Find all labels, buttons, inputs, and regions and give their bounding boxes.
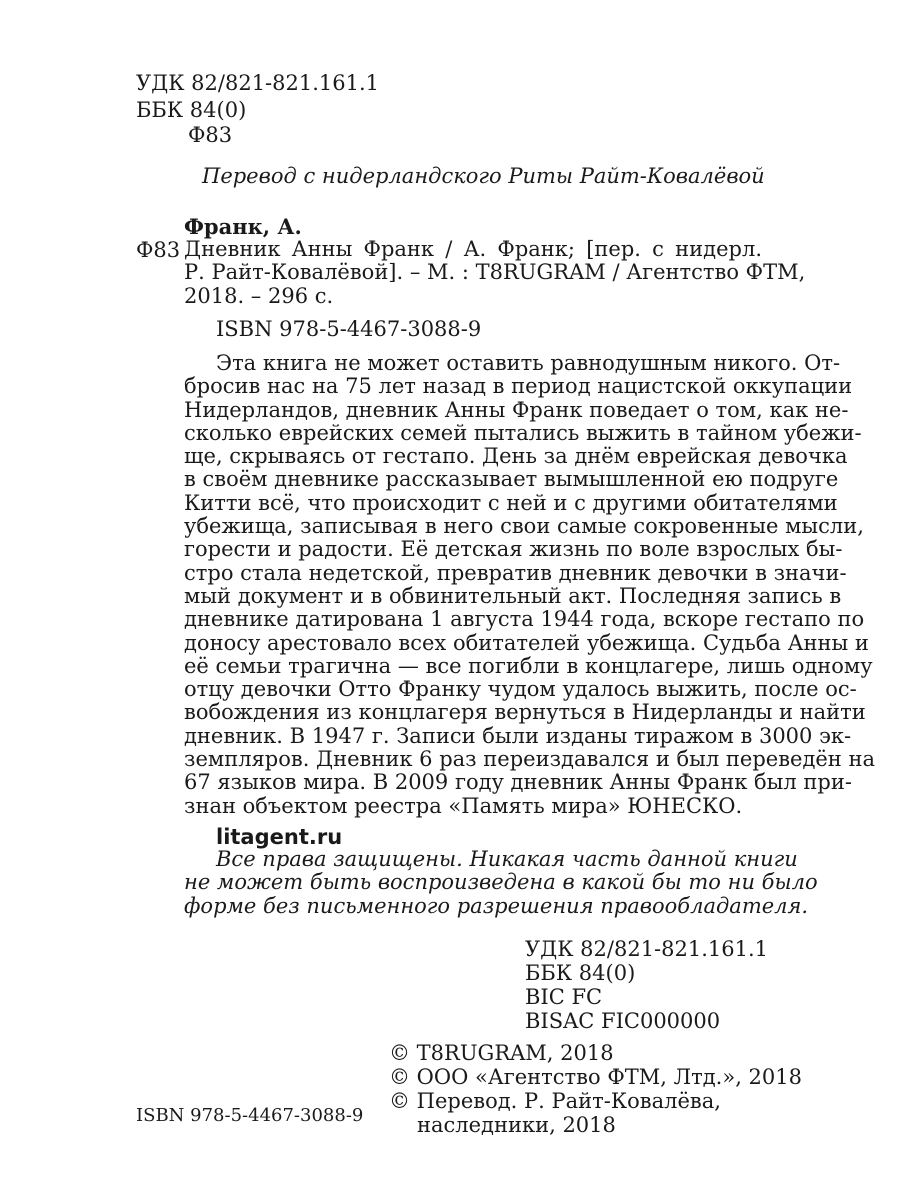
copyright-line: наследники, 2018 [417,1113,616,1137]
abstract [184,351,876,818]
class-bic: BIC FC [525,985,603,1009]
rights-notice [184,847,818,918]
abstract-line: 67 языков мира. В 2009 году дневник Анны Франк был при- [184,770,852,795]
bib-line: 2018. – 296 с. [184,283,334,308]
copyright-line: © Перевод. Р. Райт-Ковалёва, [389,1089,721,1113]
abstract-line: убежища, записывая в него свои самые сокровенные мысли, [184,514,864,539]
header-bbk: ББК 84(0) [136,98,247,122]
class-udk: УДК 82/821-821.161.1 [525,937,769,961]
abstract-line: сколько еврейских семей пытались выжить в тайном убежи- [184,420,862,445]
bib-author-sign: Ф83 [136,238,181,262]
bib-line: Р. Райт-Ковалёвой]. – М. : T8RUGRAM / Агентство ФТМ, [184,260,806,285]
bib-description [184,237,806,308]
abstract-line: бросив нас на 75 лет назад в период нацистской оккупации [184,374,853,399]
abstract-line: знан объектом реестра «Память мира» ЮНЕСКО. [184,793,743,818]
abstract-line: её семьи трагична — все погибли в концлагере, лишь одному [184,653,873,678]
abstract-line: ще, скрываясь от гестапо. День за днём еврейская девочка [184,444,848,469]
abstract-line: вобождения из концлагеря вернуться в Нидерланды и найти [184,700,866,725]
site-link[interactable]: litagent.ru [216,825,343,849]
copyright-line: © T8RUGRAM, 2018 [389,1041,614,1065]
abstract-line: дневник. В 1947 г. Записи были изданы тиражом в 3000 эк- [184,723,852,748]
abstract-line: доносу арестовало всех обитателей убежища. Судьба Анны и [184,630,869,655]
class-bisac: BISAC FIC000000 [525,1009,721,1033]
footer-isbn: ISBN 978-5-4467-3088-9 [136,1105,364,1126]
abstract-line: отцу девочки Отто Франку чудом удалось выжить, после ос- [184,677,857,702]
bib-author: Франк, А. [184,214,302,239]
bib-line: Дневник Анны Франк / А. Франк; [пер. с нидерл. [184,237,762,261]
abstract-line: мый документ и в обвинительный акт. Последняя запись в [184,583,842,608]
rights-line: не может быть воспроизведена в какой бы то ни было [184,870,818,895]
class-bbk: ББК 84(0) [525,961,636,985]
abstract-line: Нидерландов, дневник Анны Франк поведает о том, как не- [184,397,849,422]
header-author-sign: Ф83 [188,123,233,147]
bib-isbn: ISBN 978-5-4467-3088-9 [216,317,482,341]
abstract-line: стро стала недетской, превратив дневник девочки в значи- [184,560,847,585]
rights-line: формe без письменного разрешения правообладателя. [184,893,809,918]
abstract-line: Эта книга не может оставить равнодушным никого. От- [216,351,841,375]
translation-note: Перевод с нидерландского Риты Райт-Ковалёвой [202,164,765,188]
abstract-line: в своём дневнике рассказывает вымышленной ею подруге [184,467,839,492]
header-udk: УДК 82/821-821.161.1 [136,71,380,95]
abstract-line: горести и радости. Её детская жизнь по воле взрослых бы- [184,537,843,562]
abstract-line: дневнике датирована 1 августа 1944 года, вскоре гестапо по [184,607,865,632]
copyright-line: © ООО «Агентство ФТМ, Лтд.», 2018 [389,1065,802,1089]
abstract-line: земпляров. Дневник 6 раз переиздавался и был переведён на [184,747,876,772]
rights-line: Все права защищены. Никакая часть данной книги [216,847,798,871]
abstract-line: Китти всё, что происходит с ней и с другими обитателями [184,490,838,515]
